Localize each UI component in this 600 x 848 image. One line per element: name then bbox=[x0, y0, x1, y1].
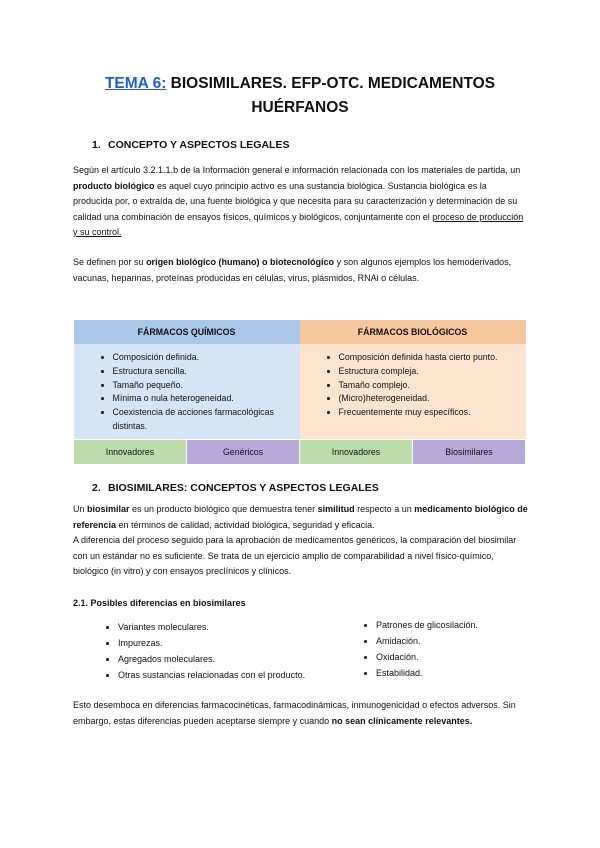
header-quimicos: FÁRMACOS QUÍMICOS bbox=[74, 320, 300, 344]
subcategory-innovadores-biologicos: Innovadores bbox=[300, 439, 413, 464]
text-run: Según el artículo 3.2.1.1.b de la Información general e información relacionada con los materiales de partida, un bbox=[73, 165, 521, 175]
bold-term: biosimilar bbox=[87, 504, 130, 514]
quimicos-cell bbox=[74, 344, 300, 439]
section-1-number: 1. bbox=[92, 139, 101, 151]
list-item: • Estabilidad. bbox=[376, 665, 576, 681]
page-title bbox=[60, 72, 540, 120]
differences-list-right bbox=[336, 617, 576, 681]
header-biologicos: FÁRMACOS BIOLÓGICOS bbox=[300, 320, 526, 344]
list-item: • Patrones de glicosilación. bbox=[376, 617, 576, 633]
bold-term: producto biológico bbox=[73, 180, 155, 191]
section-2-paragraph-1 bbox=[73, 502, 528, 533]
text-run: Se definen por su bbox=[73, 257, 147, 267]
text-run: respecto a un bbox=[354, 504, 415, 514]
bold-term: origen biológico (humano) o biotecnológico bbox=[146, 257, 335, 267]
list-item: • Variantes moleculares. bbox=[118, 619, 388, 635]
text-run: Un bbox=[73, 504, 88, 514]
text-run: es un producto biológico que demuestra tener bbox=[129, 504, 318, 514]
list-item: • Composición definida hasta cierto punto. bbox=[339, 351, 525, 365]
list-item: • Tamaño complejo. bbox=[339, 379, 525, 393]
biologicos-cell bbox=[300, 344, 526, 439]
text-run: Esto desemboca en diferencias farmacocinéticas, farmacodinámicas, inmunogenicidad o efectos adversos. Sin embargo, estas diferencias pueden aceptarse siempre y cuando bbox=[73, 700, 516, 726]
text-run: es aquel cuyo principio activo es una sustancia biológica. Sustancia biológica es la producida por, o extraída de, una fuente biológica y que necesita para su caracterización y determinación de su calidad una combinación de ensayos físicos, químicos y biológicos, conjuntamente con el bbox=[73, 180, 518, 222]
list-item: • Frecuentemente muy específicos. bbox=[339, 406, 525, 420]
section-1-heading bbox=[92, 139, 289, 151]
section-2-number: 2. bbox=[92, 482, 101, 494]
list-item: • Oxidación. bbox=[376, 649, 576, 665]
underlined-term: proceso de producción y su control. bbox=[73, 211, 524, 237]
list-item: • Coexistencia de acciones farmacológicas distintas. bbox=[113, 406, 299, 434]
list-item: • Tamaño pequeño. bbox=[113, 379, 299, 393]
list-item: • Mínima o nula heterogeneidad. bbox=[113, 392, 299, 406]
section-2-heading bbox=[92, 482, 379, 494]
biologicos-list bbox=[301, 351, 525, 420]
subsection-2-1-title: 2.1. Posibles diferencias en biosimilares bbox=[73, 598, 246, 608]
section-1-title: CONCEPTO Y ASPECTOS LEGALES bbox=[108, 139, 290, 151]
section-1-paragraph-1 bbox=[73, 163, 528, 241]
text-run: y son algunos ejemplos los hemoderivados, vacunas, heparinas, proteínas producidas en células, virus, plásmidos, RNAi o células. bbox=[73, 257, 512, 283]
subcategory-innovadores-quimicos: Innovadores bbox=[74, 439, 187, 464]
list-item: • Impurezas. bbox=[118, 635, 388, 651]
list-item: • Estructura sencilla. bbox=[113, 365, 299, 379]
list-item: • Composición definida. bbox=[113, 351, 299, 365]
list-item: • (Micro)heterogeneidad. bbox=[339, 392, 525, 406]
list-item: • Otras sustancias relacionadas con el producto. bbox=[118, 667, 388, 683]
bold-term: no sean clínicamente relevantes. bbox=[331, 715, 473, 726]
list-item: • Amidación. bbox=[376, 633, 576, 649]
comparison-table bbox=[73, 320, 526, 465]
section-2-title: BIOSIMILARES: CONCEPTOS Y ASPECTOS LEGALES bbox=[108, 482, 379, 494]
list-item: • Agregados moleculares. bbox=[118, 651, 388, 667]
section-2-paragraph-3 bbox=[73, 698, 528, 729]
section-2-paragraph-2: A diferencia del proceso seguido para la aprobación de medicamentos genéricos, la comparación del biosimilar con un estándar no es suficiente. Se trata de un ejercicio amplio de comparabilidad a nivel físico-químico, biológico (in vitro) y con ensayos preclínicos y clínicos. bbox=[73, 535, 517, 576]
bold-term: medicamento biológico de referencia bbox=[73, 504, 528, 530]
subcategory-biosimilares: Biosimilares bbox=[413, 439, 526, 464]
subcategory-genericos: Genéricos bbox=[187, 439, 300, 464]
topic-label: TEMA 6: bbox=[104, 75, 167, 92]
text-run: en términos de calidad, actividad biológica, seguridad y eficacia. bbox=[116, 519, 375, 530]
quimicos-list bbox=[75, 351, 299, 434]
list-item: • Estructura compleja. bbox=[339, 365, 525, 379]
topic-title: BIOSIMILARES. EFP-OTC. MEDICAMENTOS HUÉRFANOS bbox=[166, 75, 496, 116]
section-1-paragraph-2 bbox=[73, 255, 528, 286]
bold-term: similitud bbox=[317, 504, 355, 514]
